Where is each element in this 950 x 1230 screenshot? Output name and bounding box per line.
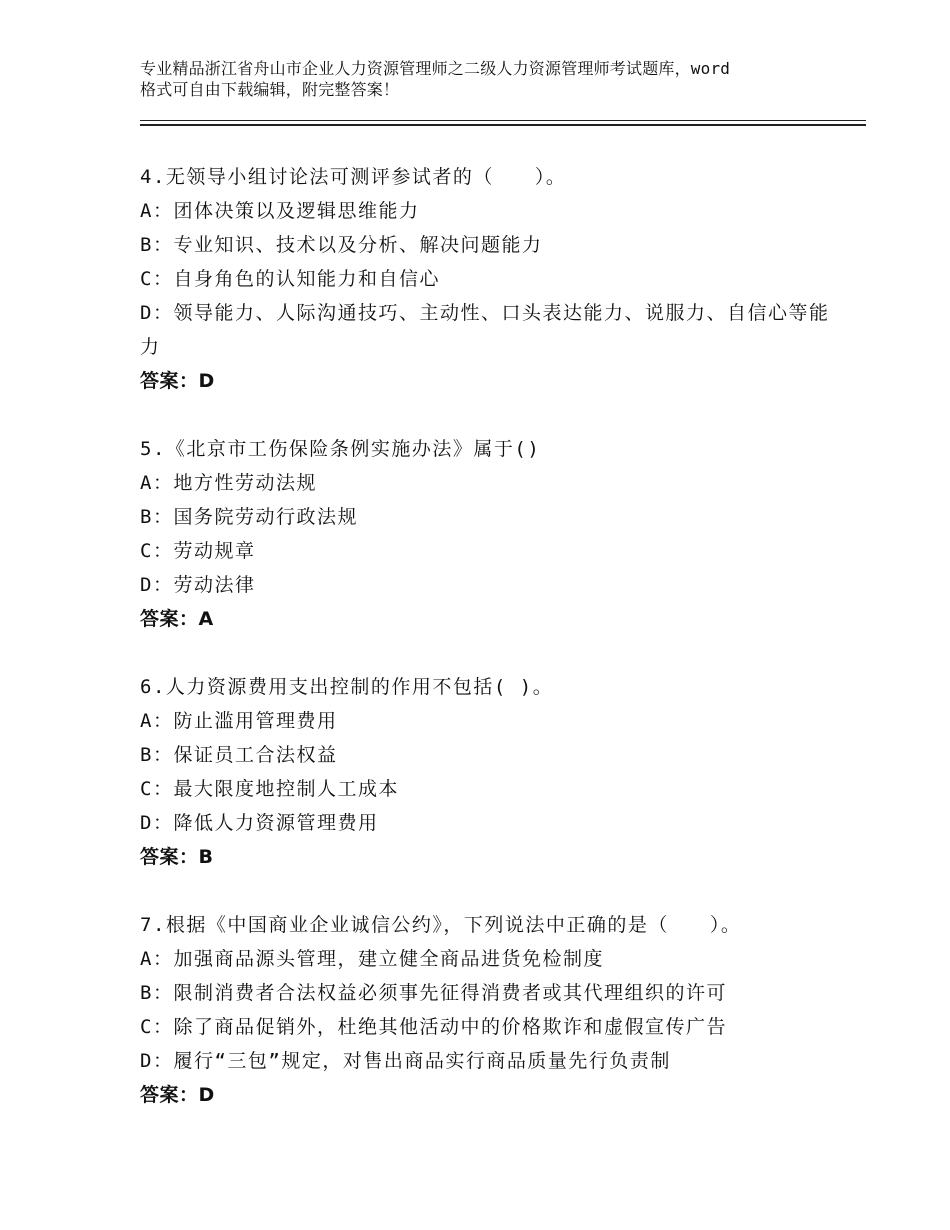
answer-label: 答案：D	[140, 1084, 215, 1106]
option-b: B：专业知识、技术以及分析、解决问题能力	[140, 234, 543, 256]
answer-label: 答案：D	[140, 370, 215, 392]
answer-label: 答案：B	[140, 846, 214, 868]
option-b: B：国务院劳动行政法规	[140, 506, 358, 528]
option-a: A：加强商品源头管理，建立健全商品进货免检制度	[140, 948, 604, 970]
question-spacer	[140, 636, 830, 670]
question-7	[140, 908, 830, 1112]
question-5	[140, 432, 830, 636]
option-d: D：领导能力、人际沟通技巧、主动性、口头表达能力、说服力、自信心等能力	[140, 302, 830, 358]
option-c: C：最大限度地控制人工成本	[140, 778, 399, 800]
option-c: C：除了商品促销外，杜绝其他活动中的价格欺诈和虚假宣传广告	[140, 1016, 727, 1038]
option-a: A：防止滥用管理费用	[140, 710, 338, 732]
question-spacer	[140, 398, 830, 432]
answer-label: 答案：A	[140, 608, 214, 630]
header-line-2: 格式可自由下载编辑，附完整答案！	[140, 80, 400, 99]
option-c: C：自身角色的认知能力和自信心	[140, 268, 440, 290]
option-c: C：劳动规章	[140, 540, 256, 562]
option-a: A：团体决策以及逻辑思维能力	[140, 200, 420, 222]
option-d: D：劳动法律	[140, 574, 256, 596]
header-divider-thin	[140, 120, 866, 121]
question-title: 4.无领导小组讨论法可测评参试者的（ ）。	[140, 166, 567, 188]
question-spacer	[140, 874, 830, 908]
option-d: D：降低人力资源管理费用	[140, 812, 379, 834]
question-title: 6.人力资源费用支出控制的作用不包括( )。	[140, 676, 554, 698]
option-a: A：地方性劳动法规	[140, 472, 317, 494]
question-title: 7.根据《中国商业企业诚信公约》，下列说法中正确的是（ ）。	[140, 914, 742, 936]
question-6	[140, 670, 830, 874]
question-title: 5.《北京市工伤保险条例实施办法》属于()	[140, 438, 541, 460]
option-d: D：履行“三包”规定，对售出商品实行商品质量先行负责制	[140, 1050, 671, 1072]
question-list	[140, 160, 830, 1112]
document-header	[140, 58, 840, 100]
header-divider-thick	[140, 124, 866, 126]
option-b: B：保证员工合法权益	[140, 744, 338, 766]
option-b: B：限制消费者合法权益必须事先征得消费者或其代理组织的许可	[140, 982, 727, 1004]
question-4	[140, 160, 830, 398]
header-line-1: 专业精品浙江省舟山市企业人力资源管理师之二级人力资源管理师考试题库，word	[140, 59, 731, 78]
